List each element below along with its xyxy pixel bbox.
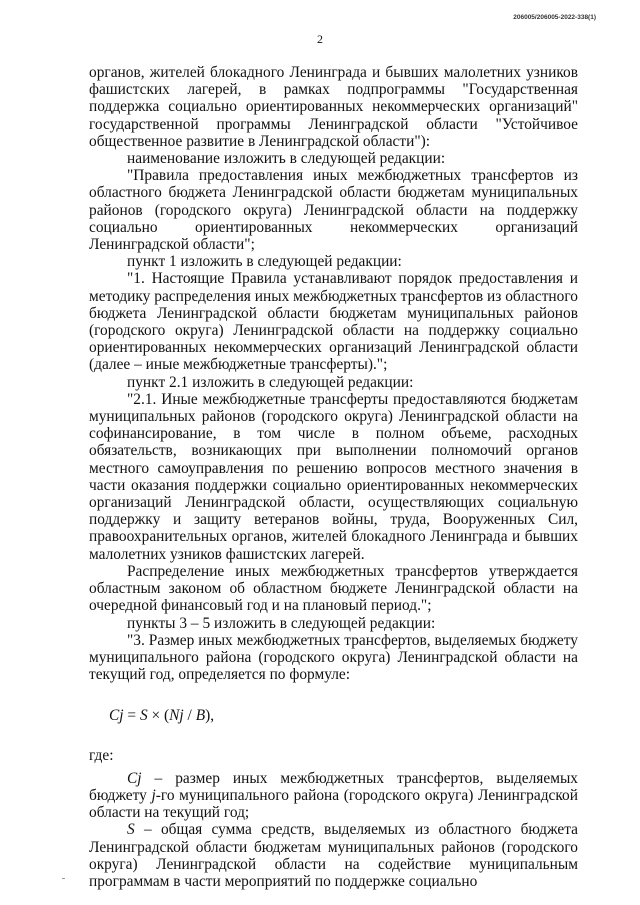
formula-b: B — [195, 707, 206, 725]
formula-close: ), — [205, 707, 215, 725]
definition-index: j — [151, 786, 156, 804]
paragraph: наименование изложить в следующей редакции: — [127, 150, 446, 168]
paragraph: органов, жителей блокадного Ленинграда и бывших малолетних узников фашистских лагерей, в рамках подпрограммы "Государственная поддержка социально ориентированных некоммерческих организаций" государственной программы Ленинградской области "Устойчивое общественное развитие в Ленинградской области"): — [89, 64, 578, 150]
scan-mark — [62, 878, 65, 879]
formula-lhs: Cj — [109, 707, 124, 725]
formula-nj: Nj — [169, 707, 184, 725]
where-label: где: — [89, 746, 114, 764]
document-body — [89, 64, 578, 890]
paragraph: "1. Настоящие Правила устанавливают порядок предоставления и методику распределения иных межбюджетных трансфертов из областного бюджета Ленинградской области бюджетам муниципальных районов (городского округа) Ленинградской области на поддержку социально ориентированных некоммерческих организаций Ленинградской области (далее – иные межбюджетные трансферты)."; — [89, 270, 578, 374]
definition-text: – общая сумма средств, выделяемых из областного бюджета Ленинградской области бюджетам муниципальных районов (городского округа) Ленинградской области на содействие муниципальным программам в части мероприятий по поддержке социально — [89, 821, 578, 890]
paragraph: "Правила предоставления иных межбюджетных трансфертов из областного бюджета Ленинградской области бюджетам муниципальных районов (городского округа) Ленинградской области на поддержку социально ориентированных некоммерческих организаций Ленинградской области"; — [89, 167, 578, 254]
definition-variable: Cj — [127, 769, 142, 787]
document-id: 206005/206005-2022-338(1) — [513, 14, 596, 21]
definition-s — [89, 821, 578, 890]
paragraph: пункты 3 – 5 изложить в следующей редакции: — [127, 614, 436, 632]
formula-s: S — [139, 707, 148, 725]
paragraph: "2.1. Иные межбюджетные трансферты предоставляются бюджетам муниципальных районов (городского округа) Ленинградской области на софинансирование, в том числе в полном объеме, расходных обязательств, возникающих при выполнении полномочий органов местного самоуправления по решению вопросов местного значения в части оказания поддержки социально ориентированных некоммерческих организаций Ленинградской области, осуществляющих социальную поддержку и защиту ветеранов войны, труда, Вооруженных Сил, правоохранительных органов, жителей блокадного Ленинграда и бывших малолетних узников фашистских лагерей. — [89, 390, 578, 563]
formula-times: × ( — [147, 707, 170, 725]
formula-divide: / — [183, 707, 196, 725]
formula — [89, 707, 578, 724]
paragraph: Распределение иных межбюджетных трансфертов утверждается областным законом об областном бюджете Ленинградской области на очередной финансовый год и на плановый период."; — [89, 562, 578, 615]
formula-equals: = — [123, 707, 140, 725]
paragraph: пункт 1 изложить в следующей редакции: — [127, 253, 402, 271]
definition-variable: S — [127, 821, 135, 839]
page-number: 2 — [317, 32, 323, 46]
definition-cj — [89, 770, 578, 822]
paragraph: "3. Размер иных межбюджетных трансфертов, выделяемых бюджету муниципального района (городского округа) Ленинградской области на текущий год, определяется по формуле: — [89, 631, 578, 684]
paragraph: пункт 2.1 изложить в следующей редакции: — [127, 373, 414, 391]
definition-text: -го муниципального района (городского округа) Ленинградской области на текущий год; — [89, 786, 578, 822]
definition-text: – размер иных межбюджетных трансфертов, выделяемых бюджету — [89, 769, 578, 804]
